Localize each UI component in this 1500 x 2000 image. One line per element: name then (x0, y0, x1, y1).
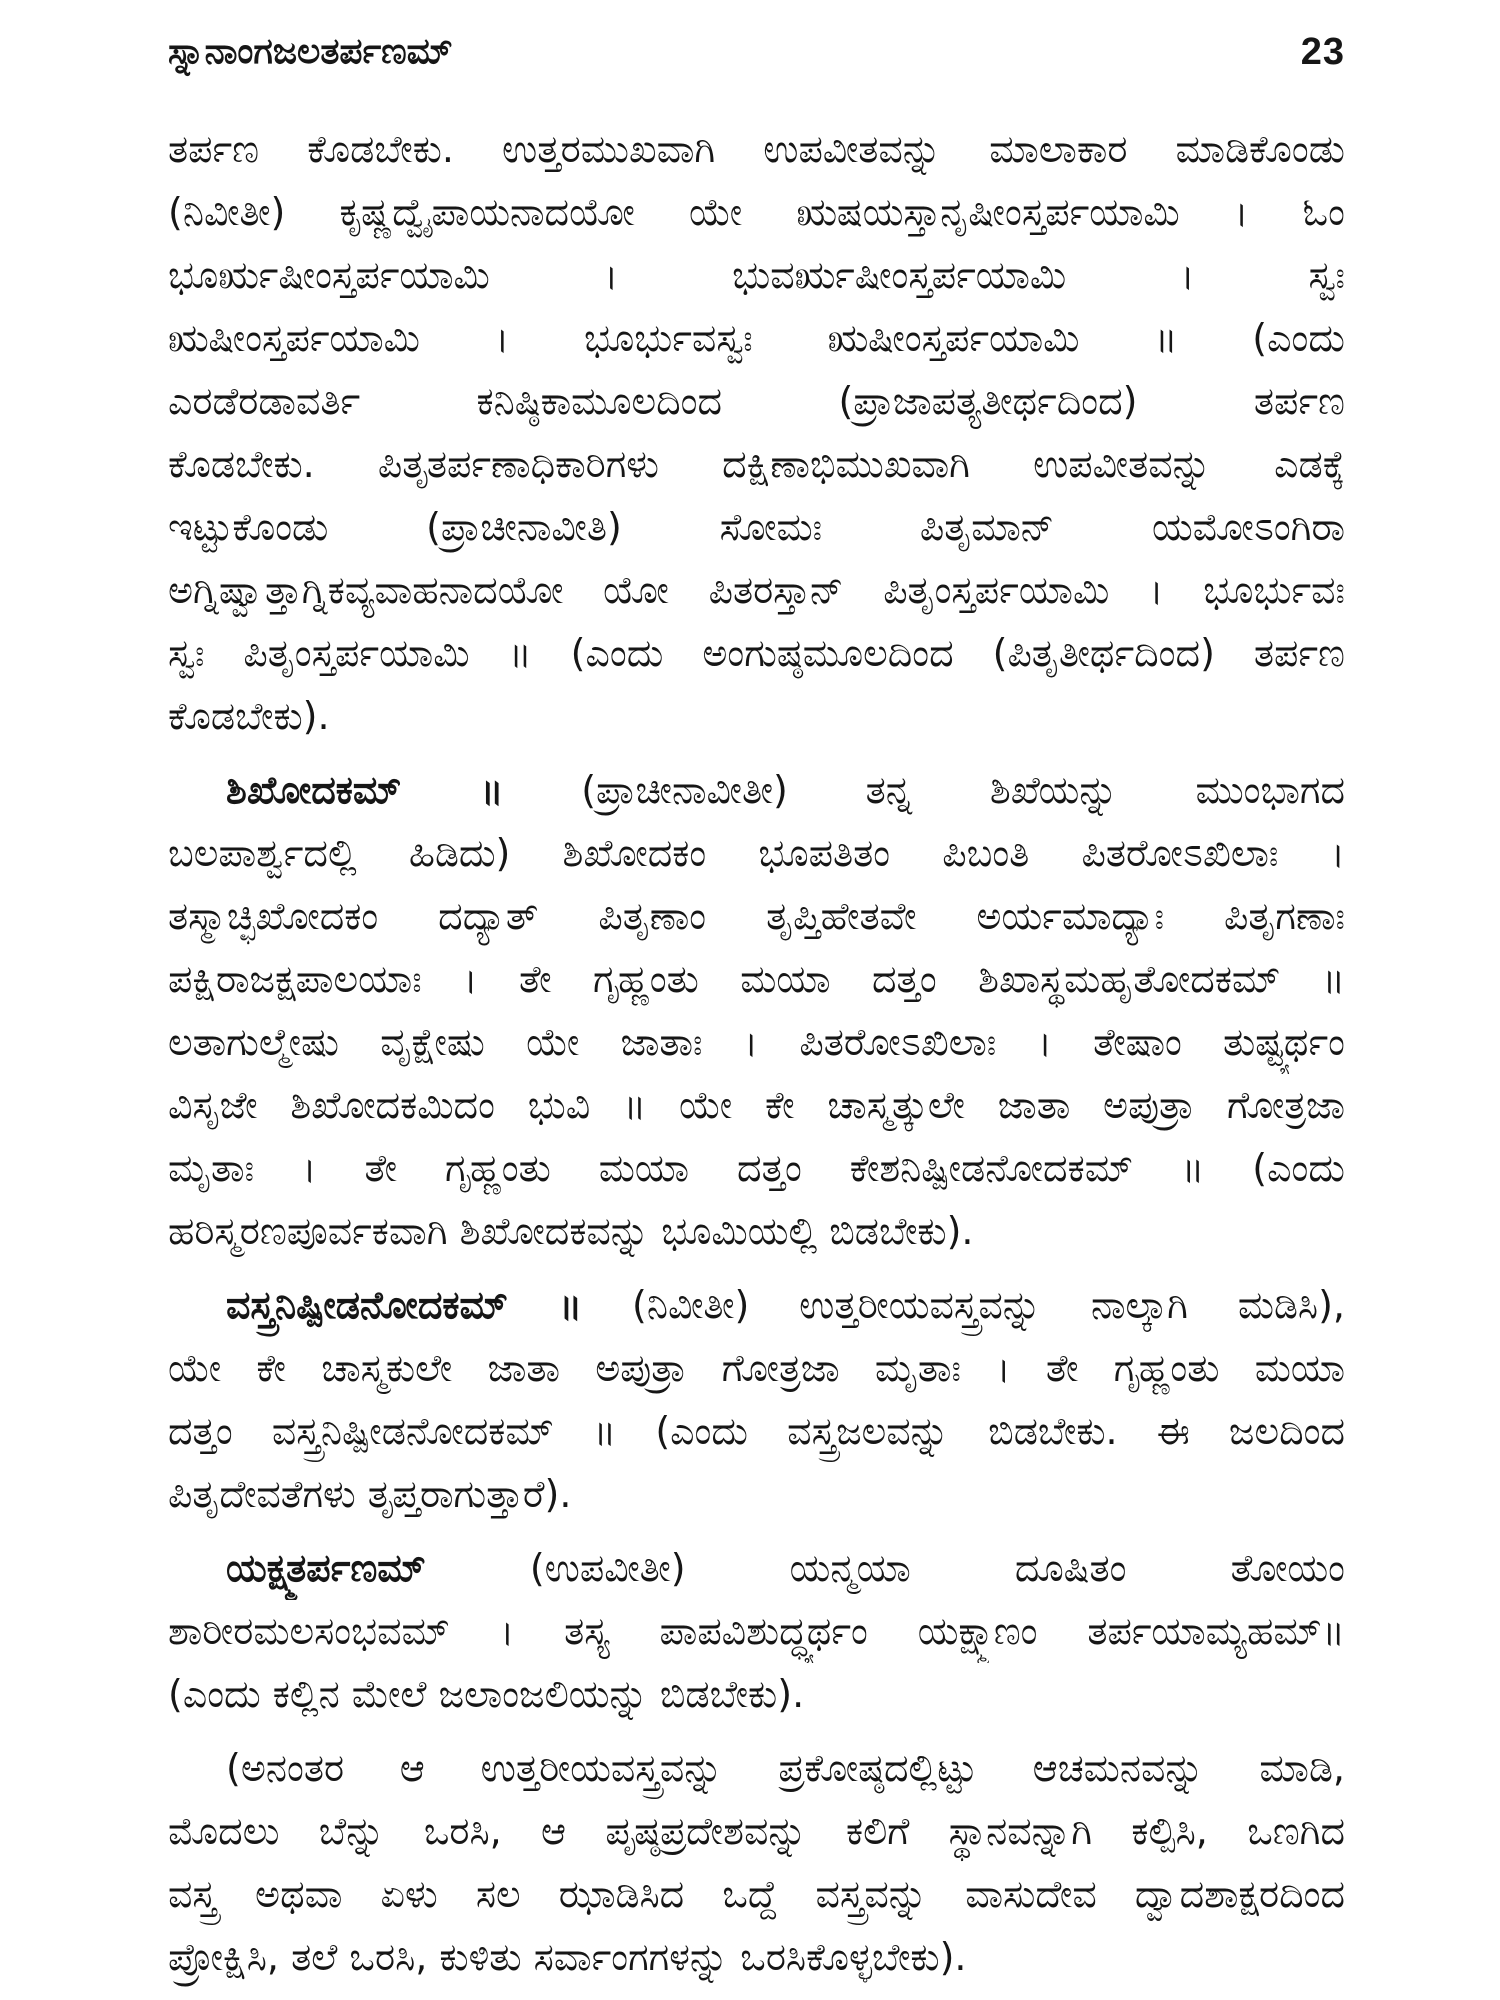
body-line: ಪಿತೃದೇವತೆಗಳು ತೃಪ್ತರಾಗುತ್ತಾರೆ). (168, 1472, 572, 1516)
paragraph-lead-line (168, 1537, 1345, 1600)
body-line: ಮೃತಾಃ । ತೇ ಗೃಹ್ಣಂತು ಮಯಾ ದತ್ತಂ ಕೇಶನಿಷ್ಪೀಡನೋದಕಮ್ ॥ (ಎಂದು (168, 1146, 1345, 1190)
body-line: ಕೊಡಬೇಕು. ಪಿತೃತರ್ಪಣಾಧಿಕಾರಿಗಳು ದಕ್ಷಿಣಾಭಿಮುಖವಾಗಿ ಉಪವೀತವನ್ನು ಎಡಕ್ಕೆ (168, 442, 1345, 486)
section-heading: ಯಕ್ಷ್ಮತರ್ಪಣಮ್ (226, 1546, 426, 1590)
body-line: ದತ್ತಂ ವಸ್ತ್ರನಿಷ್ಪೀಡನೋದಕಮ್ ॥ (ಎಂದು ವಸ್ತ್ರಜಲವನ್ನು ಬಿಡಬೇಕು. ಈ ಜಲದಿಂದ (168, 1409, 1345, 1453)
body-line: ವಸ್ತ್ರ ಅಥವಾ ಏಳು ಸಲ ಝಾಡಿಸಿದ ಒದ್ದೆ ವಸ್ತ್ರವನ್ನು ವಾಸುದೇವ ದ್ವಾದಶಾಕ್ಷರದಿಂದ (168, 1872, 1345, 1916)
body-line: ಎರಡೆರಡಾವರ್ತಿ ಕನಿಷ್ಠಿಕಾಮೂಲದಿಂದ (ಪ್ರಾಜಾಪತ್ಯತೀರ್ಥದಿಂದ) ತರ್ಪಣ (168, 379, 1345, 423)
body-line: ಬಲಪಾರ್ಶ್ವದಲ್ಲಿ ಹಿಡಿದು) ಶಿಖೋದಕಂ ಭೂಪತಿತಂ ಪಿಬಂತಿ ಪಿತರೋಽಖಿಲಾಃ । (168, 831, 1345, 875)
page-number: 23 (1300, 30, 1345, 73)
paragraph-shikhodakam (168, 759, 1345, 1263)
paragraph-continued (168, 118, 1345, 748)
paragraph-yakshmatarpanam (168, 1537, 1345, 1726)
body-line: ಅಗ್ನಿಷ್ವಾತ್ತಾಗ್ನಿಕವ್ಯವಾಹನಾದಯೋ ಯೋ ಪಿತರಸ್ತಾನ್ ಪಿತೃಂಸ್ತರ್ಪಯಾಮಿ । ಭೂರ್ಭುವಃ (168, 568, 1345, 612)
body-line: ತರ್ಪಣ ಕೊಡಬೇಕು. ಉತ್ತರಮುಖವಾಗಿ ಉಪವೀತವನ್ನು ಮಾಲಾಕಾರ ಮಾಡಿಕೊಂಡು (168, 127, 1345, 171)
body-line: ಕೊಡಬೇಕು). (168, 694, 330, 738)
body-line: (ಅನಂತರ ಆ ಉತ್ತರೀಯವಸ್ತ್ರವನ್ನು ಪ್ರಕೋಷ್ಠದಲ್ಲಿಟ್ಟು ಆಚಮನವನ್ನು ಮಾಡಿ, (226, 1746, 1345, 1790)
body-line: ಸ್ವಃ ಪಿತೃಂಸ್ತರ್ಪಯಾಮಿ ॥ (ಎಂದು ಅಂಗುಷ್ಠಮೂಲದಿಂದ (ಪಿತೃತೀರ್ಥದಿಂದ) ತರ್ಪಣ (168, 631, 1345, 675)
body-line: ಶಾರೀರಮಲಸಂಭವಮ್ । ತಸ್ಯ ಪಾಪವಿಶುದ್ಧ್ಯರ್ಥಂ ಯಕ್ಷ್ಮಾಣಂ ತರ್ಪಯಾಮ್ಯಹಮ್॥ (168, 1609, 1345, 1653)
paragraph-lead-line (168, 1274, 1345, 1337)
paragraph-vastranishpeedanodakam (168, 1274, 1345, 1526)
paragraph-closing-note (168, 1737, 1345, 1989)
body-line: ಭೂರ್ಋಷೀಂಸ್ತರ್ಪಯಾಮಿ । ಭುವರ್ಋಷೀಂಸ್ತರ್ಪಯಾಮಿ । ಸ್ವಃ (168, 253, 1345, 297)
body-line: (ಎಂದು ಕಲ್ಲಿನ ಮೇಲೆ ಜಲಾಂಜಲಿಯನ್ನು ಬಿಡಬೇಕು). (168, 1672, 805, 1716)
body-line-text: (ಪ್ರಾಚೀನಾವೀತೀ) ತನ್ನ ಶಿಖೆಯನ್ನು ಮುಂಭಾಗದ (581, 768, 1345, 812)
body-line-text: (ನಿವೀತೀ) ಉತ್ತರೀಯವಸ್ತ್ರವನ್ನು ನಾಲ್ಕಾಗಿ ಮಡಿಸಿ), (632, 1283, 1345, 1327)
body-text (168, 118, 1345, 1989)
running-head-title: ಸ್ನಾನಾಂಗಜಲತರ್ಪಣಮ್ (168, 31, 453, 72)
body-line: ಋಷೀಂಸ್ತರ್ಪಯಾಮಿ । ಭೂರ್ಭುವಸ್ವಃ ಋಷೀಂಸ್ತರ್ಪಯಾಮಿ ॥ (ಎಂದು (168, 316, 1345, 360)
body-line: ಹರಿಸ್ಮರಣಪೂರ್ವಕವಾಗಿ ಶಿಖೋದಕವನ್ನು ಭೂಮಿಯಲ್ಲಿ ಬಿಡಬೇಕು). (168, 1209, 974, 1253)
body-line: ಪ್ರೋಕ್ಷಿಸಿ, ತಲೆ ಒರಸಿ, ಕುಳಿತು ಸರ್ವಾಂಗಗಳನ್ನು ಒರಸಿಕೊಳ್ಳಬೇಕು). (168, 1935, 967, 1979)
running-head (168, 22, 1345, 82)
body-line-text: (ಉಪವೀತೀ) ಯನ್ಮಯಾ ದೂಷಿತಂ ತೋಯಂ (529, 1546, 1345, 1590)
section-heading: ವಸ್ತ್ರನಿಷ್ಪೀಡನೋದಕಮ್ ॥ (226, 1283, 583, 1327)
section-heading: ಶಿಖೋದಕಮ್ ॥ (226, 768, 504, 812)
body-line: ವಿಸೃಜೇ ಶಿಖೋದಕಮಿದಂ ಭುವಿ ॥ ಯೇ ಕೇ ಚಾಸ್ಮತ್ಕುಲೇ ಜಾತಾ ಅಪುತ್ರಾ ಗೋತ್ರಜಾ (168, 1083, 1345, 1127)
body-line: ಲತಾಗುಲ್ಮೇಷು ವೃಕ್ಷೇಷು ಯೇ ಜಾತಾಃ । ಪಿತರೋಽಖಿಲಾಃ । ತೇಷಾಂ ತುಷ್ಟ್ಯರ್ಥಂ (168, 1020, 1345, 1064)
body-line: ಮೊದಲು ಬೆನ್ನು ಒರಸಿ, ಆ ಪೃಷ್ಠಪ್ರದೇಶವನ್ನು ಕಲಿಗೆ ಸ್ಥಾನವನ್ನಾಗಿ ಕಲ್ಪಿಸಿ, ಒಣಗಿದ (168, 1809, 1345, 1853)
body-line: ಯೇ ಕೇ ಚಾಸ್ಮಕುಲೇ ಜಾತಾ ಅಪುತ್ರಾ ಗೋತ್ರಜಾ ಮೃತಾಃ । ತೇ ಗೃಹ್ಣಂತು ಮಯಾ (168, 1346, 1345, 1390)
body-line: ತಸ್ಮಾಚ್ಛಿಖೋದಕಂ ದದ್ಯಾತ್ ಪಿತೃಣಾಂ ತೃಪ್ತಿಹೇತವೇ ಅರ್ಯಮಾದ್ಯಾಃ ಪಿತೃಗಣಾಃ (168, 894, 1345, 938)
body-line: ಇಟ್ಟುಕೊಂಡು (ಪ್ರಾಚೀನಾವೀತಿ) ಸೋಮಃ ಪಿತೃಮಾನ್ ಯಮೋಽಂಗಿರಾ (168, 505, 1345, 549)
body-line: ಪಕ್ಷಿರಾಜಕ್ಷಪಾಲಯಾಃ । ತೇ ಗೃಹ್ಣಂತು ಮಯಾ ದತ್ತಂ ಶಿಖಾಸ್ಥಮಹೃತೋದಕಮ್ ॥ (168, 957, 1345, 1001)
paragraph-lead-line (168, 759, 1345, 822)
body-line: (ನಿವೀತೀ) ಕೃಷ್ಣದ್ವೈಪಾಯನಾದಯೋ ಯೇ ಋಷಯಸ್ತಾನೃಷೀಂಸ್ತರ್ಪಯಾಮಿ । ಓಂ (168, 190, 1345, 234)
